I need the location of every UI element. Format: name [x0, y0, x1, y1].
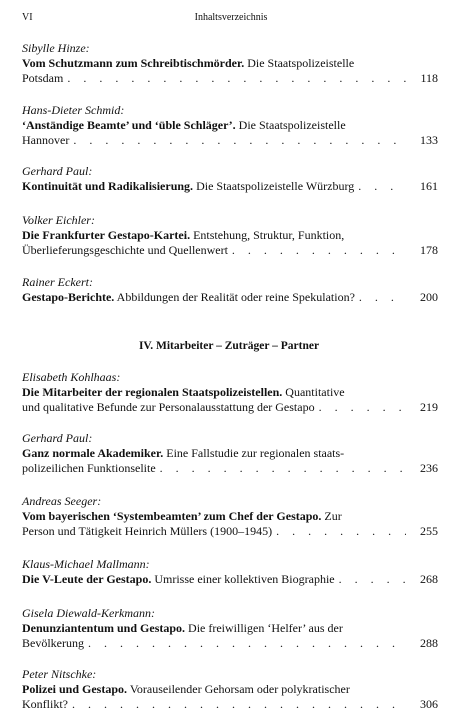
dot-leader [358, 179, 406, 194]
entry-title [22, 385, 438, 400]
entry-title-text: Die Staatspolizeistelle [238, 118, 346, 132]
entry-last-line [22, 243, 438, 258]
entry-title-text: Die freiwilligen ‘Helfer’ aus der [188, 621, 343, 635]
dot-leader [359, 290, 406, 305]
toc-entry [22, 494, 438, 539]
dot-leader [73, 133, 406, 148]
entry-last-line [22, 133, 438, 148]
entry-last-line [22, 636, 438, 651]
entry-author: Peter Nitschke: [22, 667, 97, 681]
entry-page-number: 236 [420, 461, 438, 475]
entry-last-line [22, 461, 438, 476]
entry-title-last-line: Umrisse einer kollektiven Biographie [154, 572, 335, 586]
toc-entry [22, 370, 438, 415]
entry-title [22, 446, 438, 461]
entry-title [22, 228, 438, 243]
entry-page-number: 219 [420, 400, 438, 414]
entry-title-lead: Gestapo-Berichte. [22, 290, 115, 304]
entry-title-lead: Die Frankfurter Gestapo-Kartei. [22, 228, 191, 242]
running-head [22, 12, 440, 26]
entry-title [22, 572, 335, 587]
entry-title-text: Zur [324, 509, 342, 523]
page-folio: VI [22, 12, 33, 23]
entry-title [22, 509, 438, 524]
entry-title-last-line: Person und Tätigkeit Heinrich Müllers (1900–1945) [22, 524, 273, 538]
entry-last-line [22, 290, 438, 305]
entry-author: Gerhard Paul: [22, 164, 93, 178]
dot-leader [339, 572, 406, 587]
dot-leader [276, 524, 406, 539]
entry-page-number: 200 [420, 290, 438, 304]
entry-title [22, 682, 438, 697]
entry-author: Andreas Seeger: [22, 494, 102, 508]
entry-last-line [22, 400, 438, 415]
entry-title-last-line: Bevölkerung [22, 636, 84, 650]
toc-entry [22, 103, 438, 148]
entry-last-line [22, 179, 438, 194]
entry-author: Gisela Diewald-Kerkmann: [22, 606, 155, 620]
entry-author: Klaus-Michael Mallmann: [22, 557, 150, 571]
entry-title-lead: Kontinuität und Radikalisierung. [22, 179, 194, 193]
dot-leader [67, 71, 406, 86]
entry-title-text: Eine Fallstudie zur regionalen staats- [166, 446, 345, 460]
running-title: Inhaltsverzeichnis [194, 12, 268, 23]
dot-leader [319, 400, 406, 415]
entry-title-last-line: Überlieferungsgeschichte und Quellenwert [22, 243, 228, 257]
dot-leader [72, 697, 406, 712]
entry-title-last-line: Konflikt? [22, 697, 68, 711]
entry-title-lead: Vom bayerischen ‘Systembeamten’ zum Chef der Gestapo. [22, 509, 322, 523]
entry-title-last-line: Hannover [22, 133, 70, 147]
entry-author: Gerhard Paul: [22, 431, 93, 445]
entry-page-number: 255 [420, 524, 438, 538]
entry-title-last-line: und qualitative Befunde zur Personalausstattung der Gestapo [22, 400, 315, 414]
entry-page-number: 178 [420, 243, 438, 257]
toc-entry [22, 557, 438, 587]
entry-author: Hans-Dieter Schmid: [22, 103, 125, 117]
entry-title [22, 118, 438, 133]
entry-page-number: 268 [420, 572, 438, 586]
toc-entry [22, 164, 438, 194]
entry-title-lead: Die V-Leute der Gestapo. [22, 572, 152, 586]
entry-title-text: Quantitative [285, 385, 345, 399]
toc-entry [22, 606, 438, 651]
toc-entry [22, 213, 438, 258]
entry-title [22, 621, 438, 636]
section-heading: IV. Mitarbeiter – Zuträger – Partner [138, 340, 320, 352]
entry-author: Volker Eichler: [22, 213, 95, 227]
entry-title-lead: Die Mitarbeiter der regionalen Staatspolizeistellen. [22, 385, 283, 399]
entry-title [22, 290, 355, 305]
entry-last-line [22, 71, 438, 86]
toc-entry [22, 41, 438, 86]
entry-title-last-line: Abbildungen der Realität oder reine Spekulation? [116, 290, 355, 304]
entry-title-lead: Vom Schutzmann zum Schreibtischmörder. [22, 56, 245, 70]
entry-title-last-line: Die Staatspolizeistelle Würzburg [196, 179, 355, 193]
entry-title [22, 179, 354, 194]
entry-page-number: 306 [420, 697, 438, 711]
toc-entry [22, 431, 438, 476]
entry-page-number: 161 [420, 179, 438, 193]
dot-leader [88, 636, 406, 651]
entry-page-number: 133 [420, 133, 438, 147]
entry-page-number: 118 [420, 71, 438, 85]
entry-title-lead: Denunziantentum und Gestapo. [22, 621, 186, 635]
entry-title-text: Entstehung, Struktur, Funktion, [193, 228, 345, 242]
entry-page-number: 288 [420, 636, 438, 650]
entry-title-text: Die Staatspolizeistelle [247, 56, 355, 70]
toc-entry [22, 275, 438, 305]
dot-leader [232, 243, 406, 258]
entry-title-text: Vorauseilender Gehorsam oder polykratischer [129, 682, 350, 696]
entry-title-lead: ‘Anständige Beamte’ und ‘üble Schläger’. [22, 118, 236, 132]
entry-title-lead: Polizei und Gestapo. [22, 682, 128, 696]
entry-last-line [22, 572, 438, 587]
entry-author: Rainer Eckert: [22, 275, 93, 289]
entry-title-lead: Ganz normale Akademiker. [22, 446, 164, 460]
entry-last-line [22, 524, 438, 539]
entry-last-line [22, 697, 438, 712]
dot-leader [160, 461, 406, 476]
entry-title-last-line: Potsdam [22, 71, 64, 85]
entry-title [22, 56, 438, 71]
entry-author: Elisabeth Kohlhaas: [22, 370, 121, 384]
toc-entry [22, 667, 438, 712]
entry-author: Sibylle Hinze: [22, 41, 90, 55]
entry-title-last-line: polizeilichen Funktionselite [22, 461, 156, 475]
